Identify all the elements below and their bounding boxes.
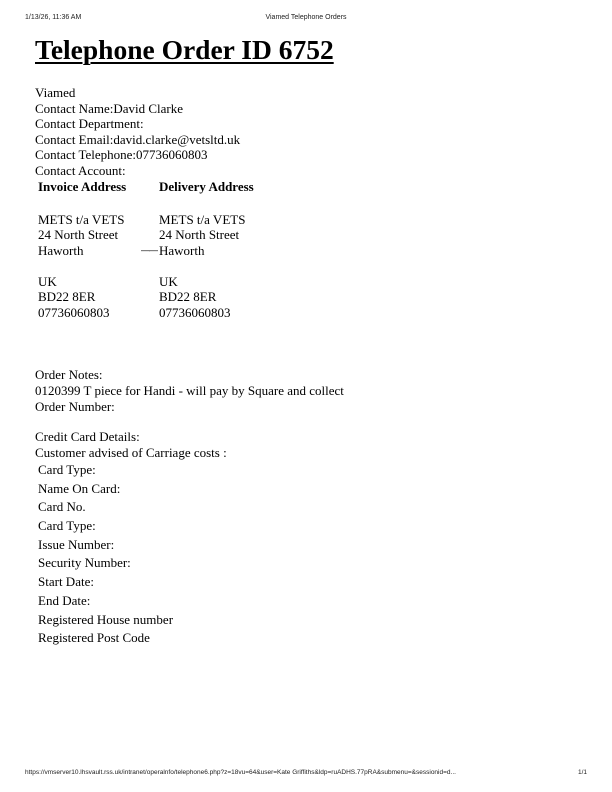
- credit-card-fields: [38, 461, 173, 648]
- invoice-address-line: 24 North Street: [38, 227, 119, 242]
- invoice-address-line: UK: [38, 273, 57, 289]
- start-date-field: Start Date:: [38, 574, 94, 590]
- carriage-costs-label: Customer advised of Carriage costs :: [35, 445, 227, 460]
- name-on-card-field: Name On Card:: [38, 480, 121, 496]
- delivery-address-line: 07736060803: [159, 304, 231, 320]
- security-number-field: Security Number:: [38, 555, 131, 571]
- delivery-address-line: 24 North Street: [159, 227, 240, 242]
- contact-name: Contact Name:David Clarke: [35, 101, 184, 116]
- page-title: Telephone Order ID 6752: [35, 34, 334, 65]
- delivery-address-line: BD22 8ER: [159, 289, 217, 304]
- order-notes: 0120399 T piece for Handi - will pay by Square and collect: [35, 383, 344, 398]
- print-page-number: 1/1: [577, 769, 587, 776]
- print-page-title: Viamed Telephone Orders: [265, 14, 347, 21]
- contact-department: Contact Department:: [35, 116, 144, 131]
- print-datetime: 1/13/26, 11:36 AM: [25, 14, 82, 21]
- card-number-field: Card No.: [38, 499, 86, 515]
- delivery-address-line: UK: [159, 273, 178, 289]
- issue-number-field: Issue Number:: [38, 536, 115, 552]
- invoice-address-line: METS t/a VETS: [38, 211, 125, 227]
- order-number-label: Order Number:: [35, 399, 115, 414]
- delivery-address-line: METS t/a VETS: [159, 211, 246, 227]
- delivery-address-line: Haworth: [159, 242, 205, 258]
- credit-card-details-label: Credit Card Details:: [35, 429, 140, 444]
- address-separator: ——: [141, 244, 157, 255]
- contact-telephone: Contact Telephone:07736060803: [35, 147, 208, 162]
- invoice-address-header: Invoice Address: [38, 179, 127, 194]
- print-url: https://vmserver10.lhsvault.rss.uk/intranet/operalnfo/telephone6.php?z=18vu=64&user=Kate Griffiths&ldp=ruADHS.77pRA&submenu=&sessionid=d...: [25, 769, 456, 776]
- invoice-address-line: Haworth ——: [38, 242, 157, 258]
- invoice-address-line: BD22 8ER: [38, 289, 96, 304]
- registered-house-number-field: Registered House number: [38, 611, 174, 627]
- registered-post-code-field: Registered Post Code: [38, 630, 150, 646]
- card-type-field: Card Type:: [38, 462, 96, 477]
- address-table: [35, 178, 257, 320]
- end-date-field: End Date:: [38, 592, 91, 608]
- contact-account: Contact Account:: [35, 163, 126, 178]
- company-name: Viamed: [35, 85, 76, 100]
- contact-email: Contact Email:david.clarke@vetsltd.uk: [35, 132, 241, 147]
- delivery-address-header: Delivery Address: [159, 179, 254, 194]
- invoice-address-line: 07736060803: [38, 304, 110, 320]
- card-type-field: Card Type:: [38, 518, 96, 534]
- order-notes-label: Order Notes:: [35, 367, 103, 382]
